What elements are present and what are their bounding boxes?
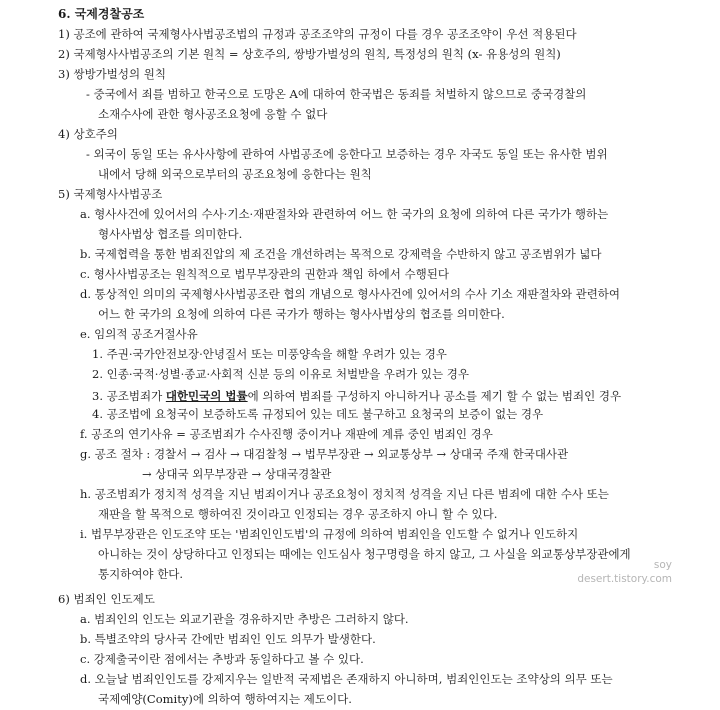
text-line: a. 범죄인의 인도는 외교기관을 경유하지만 추방은 그러하지 않다. (80, 612, 409, 626)
watermark-line-2: desert.tistory.com (577, 573, 672, 585)
text-line: c. 형사사법공조는 원칙적으로 법무부장관의 권한과 책임 하에서 수행된다 (80, 267, 449, 281)
text-line: b. 국제협력을 통한 범죄진압의 제 조건을 개선하려는 목적으로 강제력을 수반하지 않고 공조범위가 넓다 (80, 247, 602, 261)
text-line: 2) 국제형사사법공조의 기본 원칙 = 상호주의, 쌍방가벌성의 원칙, 특정성의 원칙 (x- 유용성의 원칙) (58, 47, 561, 61)
text-line: c. 강제출국이란 점에서는 추방과 동일하다고 볼 수 있다. (80, 652, 364, 666)
text-line: 소재수사에 관한 형사공조요청에 응할 수 없다 (98, 107, 328, 121)
text-line: - 중국에서 죄를 범하고 한국으로 도망온 A에 대하여 한국법은 동죄를 처벌하지 않으므로 중국경찰의 (86, 87, 587, 101)
text-line: - 외국이 동일 또는 유사사항에 관하여 사법공조에 응한다고 보증하는 경우 자국도 동일 또는 유사한 범위 (86, 147, 608, 161)
text-line: 재판을 할 목적으로 행하여진 것이라고 인정되는 경우 공조하지 아니 할 수 있다. (98, 507, 498, 521)
text-line: a. 형사사건에 있어서의 수사·기소·재판절차와 관련하여 어느 한 국가의 요청에 의하여 다른 국가가 행하는 (80, 207, 609, 221)
text-line: 어느 한 국가의 요청에 의하여 다른 국가가 행하는 형사사법상의 협조를 의미한다. (98, 307, 505, 321)
text-line: g. 공조 절차 : 경찰서 → 검사 → 대검찰청 → 법무부장관 → 외교통상부 → 상대국 주재 한국대사관 (80, 447, 569, 461)
text-line: i. 법무부장관은 인도조약 또는 '범죄인인도법'의 규정에 의하여 범죄인을 인도할 수 없거나 인도하지 (80, 527, 579, 541)
refusal-reason-3 (92, 386, 621, 406)
text-line: e. 임의적 공조거절사유 (80, 327, 198, 341)
refusal-reason-3-prefix: 3. 공조범죄가 (92, 389, 166, 403)
text-line: → 상대국 외무부장관 → 상대국경찰관 (142, 467, 332, 481)
text-line: 형사사법상 협조를 의미한다. (98, 227, 243, 241)
text-line: b. 특별조약의 당사국 간에만 범죄인 인도 의무가 발생한다. (80, 632, 376, 646)
text-line: 3) 쌍방가벌성의 원칙 (58, 67, 166, 81)
text-line: 아니하는 것이 상당하다고 인정되는 때에는 인도심사 청구명령을 하지 않고, 그 사실을 외교통상부장관에게 (98, 547, 631, 561)
text-line: 2. 인종·국적·성별·종교·사회적 신분 등의 이유로 처벌받을 우려가 있는 경우 (92, 367, 469, 381)
text-line: 통지하여야 한다. (98, 567, 184, 581)
emphasized-term: 대한민국의 법률 (165, 389, 248, 403)
text-line: 4. 공조법에 요청국이 보증하도록 규정되어 있는 데도 불구하고 요청국의 보증이 없는 경우 (92, 407, 544, 421)
text-line: 4) 상호주의 (58, 127, 118, 141)
text-line: 5) 국제형사사법공조 (58, 187, 163, 201)
text-line: 국제예양(Comity)에 의하여 행하여지는 제도이다. (98, 692, 352, 706)
refusal-reason-3-suffix: 에 의하여 범죄를 구성하지 아니하거나 공소를 제기 할 수 없는 범죄인 경우 (247, 389, 622, 403)
text-line: 1. 주권·국가안전보장·안녕질서 또는 미풍양속을 해할 우려가 있는 경우 (92, 347, 447, 361)
text-line: 1) 공조에 관하여 국제형사사법공조법의 규정과 공조조약의 규정이 다를 경우 공조조약이 우선 적용된다 (58, 27, 577, 41)
watermark-line-1: soy (653, 559, 672, 571)
section-title: 6. 국제경찰공조 (58, 7, 145, 21)
text-line: f. 공조의 연기사유 = 공조범죄가 수사진행 중이거나 재판에 계류 중인 범죄인 경우 (80, 427, 493, 441)
watermark (572, 558, 672, 586)
text-line: d. 통상적인 의미의 국제형사사법공조란 협의 개념으로 형사사건에 있어서의 수사 기소 재판절차와 관련하여 (80, 287, 621, 301)
text-line: h. 공조범죄가 정치적 성격을 지닌 범죄이거나 공조요청이 정치적 성격을 지닌 다른 범죄에 대한 수사 또는 (80, 487, 609, 501)
text-line: 6) 범죄인 인도제도 (58, 592, 155, 606)
text-line: 내에서 당해 외국으로부터의 공조요청에 응한다는 원칙 (98, 167, 372, 181)
text-line: d. 오늘날 범죄인인도를 강제지우는 일반적 국제법은 존재하지 아니하며, 범죄인인도는 조약상의 의무 또는 (80, 672, 613, 686)
